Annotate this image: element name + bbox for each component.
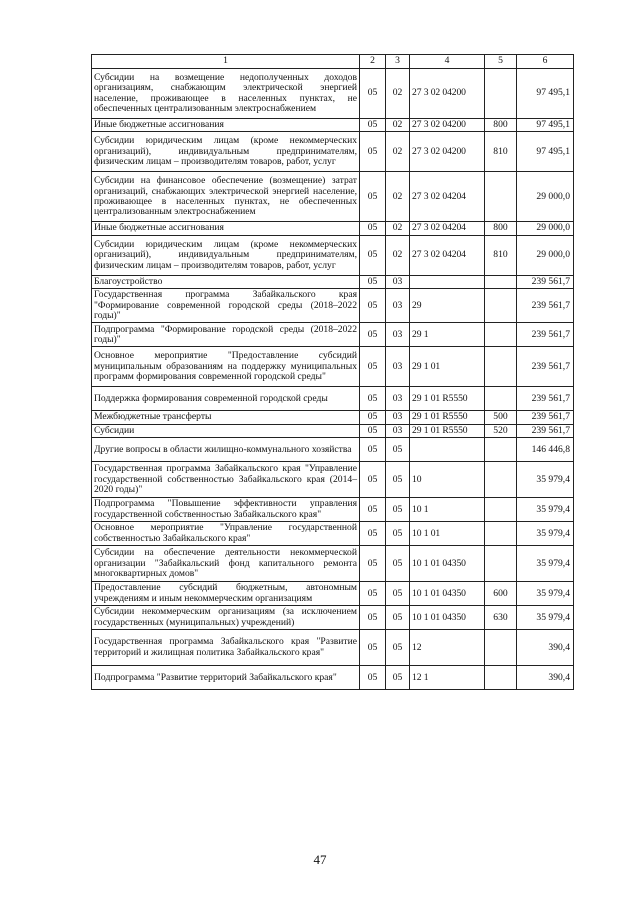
- table-row: [92, 132, 574, 172]
- cell-name: Основное мероприятие "Управление государственной собственностью Забайкальского края": [92, 522, 360, 546]
- cell-subsection: 03: [386, 411, 410, 424]
- cell-name: Государственная программа Забайкальского края "Развитие территорий и жилищная политика Забайкальского края": [92, 630, 360, 666]
- table-row: [92, 582, 574, 606]
- cell-section: 05: [360, 606, 386, 630]
- cell-section: 05: [360, 387, 386, 411]
- cell-subsection: 05: [386, 498, 410, 522]
- cell-expense-type: 630: [485, 606, 517, 630]
- cell-target-article: 10 1 01: [410, 522, 485, 546]
- cell-name: Субсидии на финансовое обеспечение (возмещение) затрат организаций, снабжающих электрической энергией население, проживающее в населенных пунктах, не обеспеченных централизованным электроснабжением: [92, 172, 360, 222]
- cell-amount: 239 561,7: [517, 289, 574, 323]
- cell-target-article: 27 3 02 04200: [410, 69, 485, 119]
- cell-section: 05: [360, 323, 386, 347]
- cell-amount: 29 000,0: [517, 222, 574, 235]
- cell-amount: 239 561,7: [517, 387, 574, 411]
- cell-amount: 97 495,1: [517, 132, 574, 172]
- cell-name: Государственная программа Забайкальского края "Управление государственной собственностью Забайкальского края (2014–2020 годы)": [92, 462, 360, 498]
- cell-subsection: 03: [386, 323, 410, 347]
- cell-subsection: 03: [386, 387, 410, 411]
- cell-section: 05: [360, 289, 386, 323]
- cell-expense-type: 810: [485, 235, 517, 275]
- table-row: [92, 522, 574, 546]
- cell-name: Подпрограмма "Формирование городской среды (2018–2022 годы)": [92, 323, 360, 347]
- cell-target-article: 12 1: [410, 666, 485, 690]
- cell-name: Субсидии некоммерческим организациям (за исключением государственных (муниципальных) учреждений): [92, 606, 360, 630]
- table-row: [92, 606, 574, 630]
- cell-expense-type: 500: [485, 411, 517, 424]
- cell-section: 05: [360, 438, 386, 462]
- table-row: [92, 462, 574, 498]
- table-row: [92, 119, 574, 132]
- cell-amount: 390,4: [517, 630, 574, 666]
- table-row: [92, 546, 574, 582]
- cell-subsection: 02: [386, 222, 410, 235]
- cell-section: 05: [360, 424, 386, 437]
- cell-target-article: 29 1 01 R5550: [410, 424, 485, 437]
- cell-name: Благоустройство: [92, 275, 360, 288]
- cell-target-article: 10: [410, 462, 485, 498]
- header-cell-name: 1: [92, 55, 360, 69]
- cell-expense-type: [485, 289, 517, 323]
- cell-subsection: 02: [386, 172, 410, 222]
- cell-expense-type: [485, 630, 517, 666]
- cell-expense-type: [485, 498, 517, 522]
- cell-expense-type: [485, 172, 517, 222]
- table-row: [92, 275, 574, 288]
- table-row: [92, 69, 574, 119]
- table-row: [92, 222, 574, 235]
- cell-amount: 239 561,7: [517, 347, 574, 387]
- cell-subsection: 03: [386, 424, 410, 437]
- table-row: [92, 172, 574, 222]
- cell-section: 05: [360, 462, 386, 498]
- header-cell-sum: 6: [517, 55, 574, 69]
- table-row: [92, 411, 574, 424]
- cell-name: Основное мероприятие "Предоставление субсидий муниципальным образованиям на поддержку муниципальных программ формирования современной городской среды": [92, 347, 360, 387]
- cell-amount: 35 979,4: [517, 606, 574, 630]
- cell-section: 05: [360, 347, 386, 387]
- table-body: [92, 55, 574, 690]
- cell-section: 05: [360, 666, 386, 690]
- cell-subsection: 05: [386, 438, 410, 462]
- cell-target-article: 29 1 01 R5550: [410, 411, 485, 424]
- cell-subsection: 05: [386, 522, 410, 546]
- header-cell-csr: 4: [410, 55, 485, 69]
- cell-subsection: 02: [386, 235, 410, 275]
- cell-section: 05: [360, 132, 386, 172]
- cell-subsection: 02: [386, 69, 410, 119]
- budget-table: [91, 54, 574, 690]
- table-row: [92, 387, 574, 411]
- cell-name: Субсидии юридическим лицам (кроме некоммерческих организаций), индивидуальным предпринимателям, физическим лицам – производителям товаров, работ, услуг: [92, 132, 360, 172]
- cell-name: Предоставление субсидий бюджетным, автономным учреждениям и иным некоммерческим организациям: [92, 582, 360, 606]
- cell-section: 05: [360, 275, 386, 288]
- cell-expense-type: [485, 438, 517, 462]
- table-row: [92, 424, 574, 437]
- header-cell-vr: 5: [485, 55, 517, 69]
- cell-subsection: 05: [386, 606, 410, 630]
- cell-amount: 97 495,1: [517, 69, 574, 119]
- cell-target-article: 29 1 01 R5550: [410, 387, 485, 411]
- cell-section: 05: [360, 119, 386, 132]
- table-row: [92, 630, 574, 666]
- cell-section: 05: [360, 69, 386, 119]
- cell-target-article: 10 1 01 04350: [410, 546, 485, 582]
- cell-target-article: 12: [410, 630, 485, 666]
- cell-subsection: 02: [386, 119, 410, 132]
- cell-expense-type: 520: [485, 424, 517, 437]
- cell-section: 05: [360, 498, 386, 522]
- cell-section: 05: [360, 630, 386, 666]
- cell-expense-type: [485, 347, 517, 387]
- cell-amount: 239 561,7: [517, 323, 574, 347]
- cell-target-article: 27 3 02 04204: [410, 235, 485, 275]
- cell-name: Субсидии юридическим лицам (кроме некоммерческих организаций), индивидуальным предпринимателям, физическим лицам – производителям товаров, работ, услуг: [92, 235, 360, 275]
- cell-amount: 35 979,4: [517, 498, 574, 522]
- table-row: [92, 235, 574, 275]
- cell-subsection: 03: [386, 347, 410, 387]
- cell-subsection: 05: [386, 546, 410, 582]
- budget-table-container: [91, 54, 573, 690]
- table-row: [92, 347, 574, 387]
- cell-target-article: 27 3 02 04200: [410, 132, 485, 172]
- cell-name: Субсидии на обеспечение деятельности некоммерческой организации "Забайкальский фонд капитального ремонта многоквартирных домов": [92, 546, 360, 582]
- cell-section: 05: [360, 411, 386, 424]
- header-cell-rz: 2: [360, 55, 386, 69]
- cell-target-article: 10 1: [410, 498, 485, 522]
- cell-target-article: 27 3 02 04200: [410, 119, 485, 132]
- cell-subsection: 02: [386, 132, 410, 172]
- cell-amount: 35 979,4: [517, 522, 574, 546]
- cell-name: Межбюджетные трансферты: [92, 411, 360, 424]
- cell-expense-type: [485, 387, 517, 411]
- cell-expense-type: 810: [485, 132, 517, 172]
- cell-expense-type: [485, 666, 517, 690]
- cell-subsection: 05: [386, 630, 410, 666]
- cell-name: Поддержка формирования современной городской среды: [92, 387, 360, 411]
- page-number: 47: [313, 852, 327, 867]
- cell-amount: 390,4: [517, 666, 574, 690]
- cell-amount: 239 561,7: [517, 424, 574, 437]
- cell-name: Субсидии: [92, 424, 360, 437]
- cell-name: Подпрограмма "Повышение эффективности управления государственной собственностью Забайкальского края": [92, 498, 360, 522]
- cell-subsection: 03: [386, 289, 410, 323]
- cell-expense-type: [485, 462, 517, 498]
- cell-subsection: 05: [386, 462, 410, 498]
- cell-name: Иные бюджетные ассигнования: [92, 119, 360, 132]
- cell-expense-type: [485, 522, 517, 546]
- cell-name: Субсидии на возмещение недополученных доходов организациям, снабжающим электрической энергией население, проживающее в населенных пунктах, не обеспеченных централизованным электроснабжением: [92, 69, 360, 119]
- cell-section: 05: [360, 222, 386, 235]
- cell-expense-type: [485, 69, 517, 119]
- cell-section: 05: [360, 235, 386, 275]
- cell-amount: 239 561,7: [517, 275, 574, 288]
- cell-expense-type: 800: [485, 222, 517, 235]
- cell-target-article: 29 1 01: [410, 347, 485, 387]
- cell-target-article: 10 1 01 04350: [410, 606, 485, 630]
- cell-target-article: 29 1: [410, 323, 485, 347]
- cell-section: 05: [360, 582, 386, 606]
- cell-expense-type: [485, 546, 517, 582]
- cell-section: 05: [360, 546, 386, 582]
- table-row: [92, 289, 574, 323]
- cell-amount: 35 979,4: [517, 582, 574, 606]
- cell-section: 05: [360, 172, 386, 222]
- cell-expense-type: [485, 275, 517, 288]
- cell-amount: 239 561,7: [517, 411, 574, 424]
- table-row: [92, 323, 574, 347]
- cell-amount: 29 000,0: [517, 172, 574, 222]
- cell-name: Государственная программа Забайкальского края "Формирование современной городской среды (2018–2022 годы)": [92, 289, 360, 323]
- cell-amount: 35 979,4: [517, 546, 574, 582]
- cell-amount: 29 000,0: [517, 235, 574, 275]
- table-row: [92, 438, 574, 462]
- cell-subsection: 05: [386, 666, 410, 690]
- cell-amount: 146 446,8: [517, 438, 574, 462]
- cell-expense-type: 800: [485, 119, 517, 132]
- cell-expense-type: 600: [485, 582, 517, 606]
- header-row: [92, 55, 574, 69]
- cell-name: Иные бюджетные ассигнования: [92, 222, 360, 235]
- table-row: [92, 666, 574, 690]
- cell-name: Подпрограмма "Развитие территорий Забайкальского края": [92, 666, 360, 690]
- cell-target-article: [410, 275, 485, 288]
- cell-amount: 97 495,1: [517, 119, 574, 132]
- cell-subsection: 05: [386, 582, 410, 606]
- cell-section: 05: [360, 522, 386, 546]
- cell-target-article: 27 3 02 04204: [410, 172, 485, 222]
- cell-target-article: 29: [410, 289, 485, 323]
- cell-expense-type: [485, 323, 517, 347]
- cell-target-article: [410, 438, 485, 462]
- table-row: [92, 498, 574, 522]
- header-cell-pr: 3: [386, 55, 410, 69]
- cell-target-article: 10 1 01 04350: [410, 582, 485, 606]
- cell-target-article: 27 3 02 04204: [410, 222, 485, 235]
- cell-amount: 35 979,4: [517, 462, 574, 498]
- cell-name: Другие вопросы в области жилищно-коммунального хозяйства: [92, 438, 360, 462]
- cell-subsection: 03: [386, 275, 410, 288]
